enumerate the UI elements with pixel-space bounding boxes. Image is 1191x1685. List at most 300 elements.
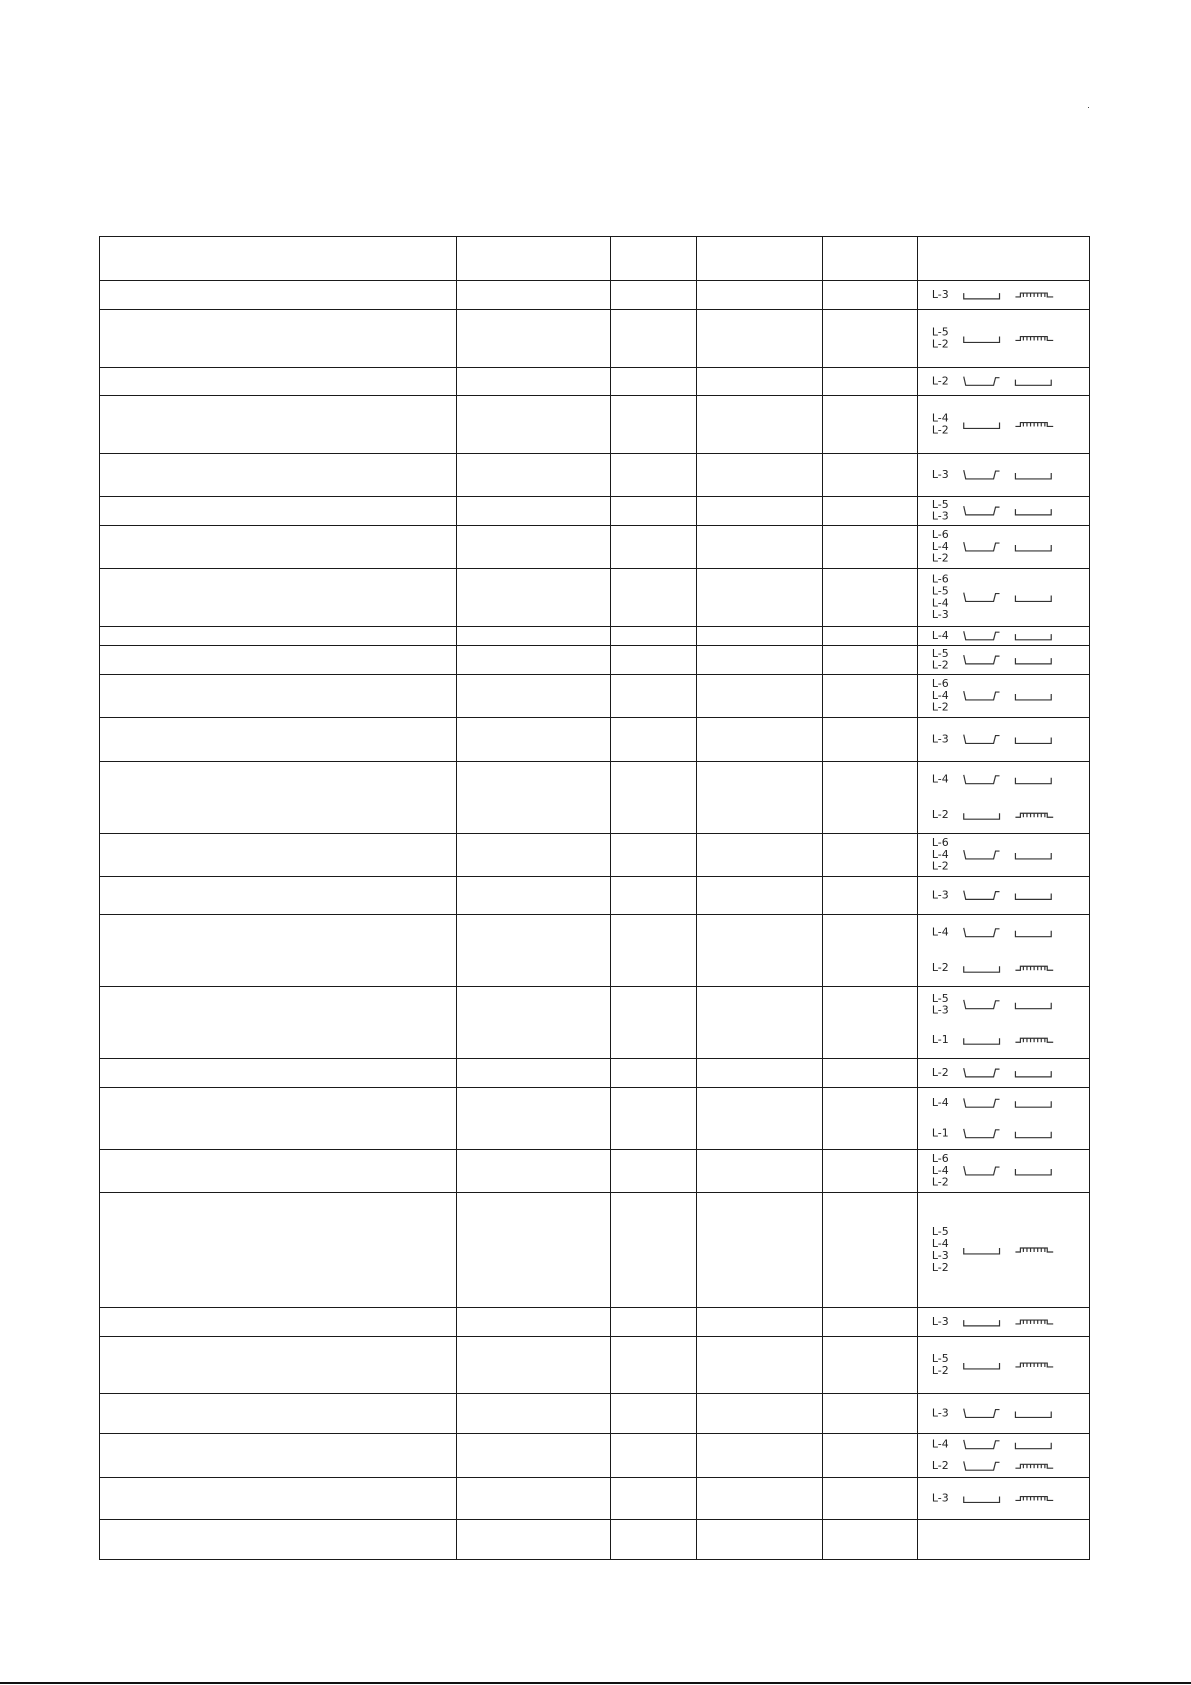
empty-cell [697,987,823,1059]
layer-diagram [918,1088,1089,1149]
table-row [100,310,1090,368]
layer-label: L-3 [931,509,949,523]
layer-label: L-6 [931,1152,949,1166]
layer-label: L-4 [931,411,949,425]
layer-diagram [918,454,1089,496]
empty-cell [697,1520,823,1560]
layer-label: L-1 [931,1033,949,1047]
table-row [100,1088,1090,1150]
layer-diagram [918,1193,1089,1307]
empty-cell [100,1088,457,1150]
table-row [100,1308,1090,1337]
table-row [100,987,1090,1059]
empty-cell [611,675,697,718]
flat-profile-icon [964,1248,1000,1254]
flat-profile-icon [1015,380,1051,386]
layer-diagram-cell [918,1478,1090,1520]
empty-cell [697,1088,823,1150]
layer-label: L-6 [931,572,949,586]
empty-cell [697,718,823,762]
empty-cell [611,454,697,497]
empty-cell [100,526,457,569]
flat-profile-icon [1015,894,1051,900]
layer-diagram-cell [918,454,1090,497]
empty-cell [100,497,457,526]
table-row [100,718,1090,762]
table-row [100,915,1090,987]
layer-label: L-3 [931,888,949,902]
empty-cell [697,526,823,569]
empty-cell [697,877,823,915]
layer-diagram [918,1434,1089,1477]
empty-cell [823,877,918,915]
empty-cell [100,1434,457,1478]
layer-diagram [918,237,1089,280]
layer-label: L-3 [931,1406,949,1420]
layer-diagram-cell [918,1193,1090,1308]
layer-label: L-5 [931,325,949,339]
empty-cell [457,569,611,627]
layer-diagram [918,762,1089,833]
empty-cell [611,237,697,281]
empty-cell [457,497,611,526]
layer-label: L-2 [931,1066,949,1079]
layer-spec-table [99,236,1090,1560]
layer-diagram [918,1059,1089,1087]
flat-profile-icon [964,337,1000,343]
table-row [100,1193,1090,1308]
flat-profile-icon [1015,634,1051,640]
empty-cell [100,1520,457,1560]
layer-label: L-5 [931,647,949,661]
ribbed-profile-icon [1015,423,1053,427]
step-profile-icon [964,775,1000,784]
empty-cell [823,454,918,497]
layer-label: L-2 [931,1260,949,1274]
layer-diagram [918,368,1089,395]
layer-diagram [918,1337,1089,1393]
empty-cell [823,646,918,675]
layer-label: L-6 [931,836,949,850]
layer-diagram [918,987,1089,1058]
empty-cell [100,834,457,877]
empty-cell [823,1434,918,1478]
layer-label: L-2 [931,337,949,351]
layer-label: L-2 [931,1459,949,1473]
layer-diagram-cell [918,627,1090,646]
empty-cell [611,526,697,569]
layer-diagram-cell [918,834,1090,877]
table-row [100,877,1090,915]
layer-diagram-cell [918,1337,1090,1394]
step-profile-icon [964,1098,1000,1107]
empty-cell [100,915,457,987]
layer-diagram [918,497,1089,525]
step-profile-icon [964,1166,1000,1175]
empty-cell [697,915,823,987]
step-profile-icon [964,1129,1000,1138]
layer-diagram [918,569,1089,626]
empty-cell [100,877,457,915]
flat-profile-icon [1015,1132,1051,1138]
ribbed-profile-icon [1015,1497,1053,1501]
empty-cell [457,675,611,718]
layer-label: L-4 [931,772,949,786]
flat-profile-icon [1015,1003,1051,1009]
layer-label: L-4 [931,540,949,553]
empty-cell [457,718,611,762]
empty-cell [697,1478,823,1520]
empty-cell [823,627,918,646]
layer-label: L-4 [931,925,949,939]
table-header-row [100,237,1090,281]
empty-cell [457,396,611,454]
empty-cell [697,646,823,675]
layer-diagram-cell [918,310,1090,368]
flat-profile-icon [1015,1101,1051,1107]
empty-cell [457,281,611,310]
table-row [100,1394,1090,1434]
layer-label: L-5 [931,1352,949,1366]
empty-cell [457,526,611,569]
layer-diagram-cell [918,237,1090,281]
empty-cell [697,834,823,877]
ribbed-profile-icon [1015,1363,1053,1367]
empty-cell [611,1308,697,1337]
empty-cell [100,1059,457,1088]
table-row [100,1150,1090,1193]
layer-label: L-6 [931,528,949,542]
layer-diagram [918,1394,1089,1433]
empty-cell [611,497,697,526]
layer-label: L-3 [931,288,949,301]
table-row [100,1059,1090,1088]
layer-diagram-cell [918,646,1090,675]
layer-diagram [918,1520,1089,1559]
layer-diagram-cell [918,987,1090,1059]
empty-cell [823,1150,918,1193]
table-row [100,396,1090,454]
flat-profile-icon [1015,738,1051,744]
layer-label: L-2 [931,700,949,714]
empty-cell [611,1337,697,1394]
layer-label: L-2 [931,859,949,873]
empty-cell [457,1520,611,1560]
ribbed-profile-icon [1015,1248,1053,1252]
empty-cell [823,1394,918,1434]
layer-label: L-2 [931,551,949,565]
step-profile-icon [964,506,1000,515]
empty-cell [823,1088,918,1150]
layer-diagram [918,1308,1089,1336]
flat-profile-icon [1015,509,1051,515]
flat-profile-icon [964,966,1000,972]
empty-cell [100,627,457,646]
layer-label: L-4 [931,848,949,861]
table-row [100,454,1090,497]
empty-cell [457,762,611,834]
flat-profile-icon [1015,778,1051,784]
layer-diagram-cell [918,1150,1090,1193]
empty-cell [823,762,918,834]
empty-cell [611,915,697,987]
empty-cell [697,237,823,281]
empty-cell [100,1193,457,1308]
empty-cell [697,454,823,497]
empty-cell [100,1150,457,1193]
flat-profile-icon [964,423,1000,429]
layer-diagram-cell [918,281,1090,310]
empty-cell [697,1193,823,1308]
flat-profile-icon [1015,853,1051,859]
layer-label: L-5 [931,1225,949,1239]
table-row [100,497,1090,526]
layer-label: L-4 [931,689,949,702]
empty-cell [697,675,823,718]
empty-cell [457,1308,611,1337]
flat-profile-icon [1015,1443,1051,1449]
ribbed-profile-icon [1015,1464,1053,1468]
layer-diagram [918,646,1089,674]
empty-cell [697,762,823,834]
empty-cell [823,1059,918,1088]
layer-label: L-3 [931,1248,949,1262]
layer-label: L-4 [931,1164,949,1177]
empty-cell [457,834,611,877]
empty-cell [697,1394,823,1434]
layer-label: L-4 [931,1437,949,1451]
empty-cell [100,368,457,396]
layer-diagram [918,396,1089,453]
empty-cell [823,1520,918,1560]
step-profile-icon [964,631,1000,640]
table-row [100,762,1090,834]
empty-cell [100,569,457,627]
step-profile-icon [964,1409,1000,1418]
layer-label: L-6 [931,677,949,691]
layer-diagram [918,877,1089,914]
table-row [100,569,1090,627]
layer-diagram-cell [918,877,1090,915]
empty-cell [457,1337,611,1394]
layer-diagram-cell [918,569,1090,627]
flat-profile-icon [1015,1412,1051,1418]
empty-cell [100,762,457,834]
flat-profile-icon [964,813,1000,819]
layer-label: L-1 [931,1126,949,1140]
empty-cell [823,237,918,281]
layer-diagram-cell [918,1308,1090,1337]
layer-label: L-2 [931,1363,949,1377]
step-profile-icon [964,655,1000,664]
empty-cell [100,237,457,281]
flat-profile-icon [1015,658,1051,664]
step-profile-icon [964,470,1000,479]
empty-cell [697,1308,823,1337]
step-profile-icon [964,691,1000,700]
table-row [100,1434,1090,1478]
layer-label: L-3 [931,468,949,481]
empty-cell [457,368,611,396]
empty-cell [100,1478,457,1520]
empty-cell [611,1520,697,1560]
step-profile-icon [964,891,1000,900]
layer-diagram [918,834,1089,876]
empty-cell [100,987,457,1059]
layer-diagram [918,526,1089,568]
empty-cell [823,1193,918,1308]
layer-label: L-3 [931,608,949,622]
empty-cell [457,237,611,281]
table-row [100,1520,1090,1560]
step-profile-icon [964,850,1000,859]
empty-cell [697,1337,823,1394]
empty-cell [823,675,918,718]
table-row [100,675,1090,718]
layer-label: L-5 [931,991,949,1005]
layer-diagram-cell [918,497,1090,526]
layer-diagram [918,915,1089,986]
layer-diagram [918,310,1089,367]
layer-label: L-3 [931,1491,949,1505]
empty-cell [100,646,457,675]
layer-diagram-cell [918,1059,1090,1088]
empty-cell [697,1434,823,1478]
empty-cell [611,569,697,627]
layer-diagram-cell [918,396,1090,454]
layer-diagram [918,718,1089,761]
empty-cell [100,1308,457,1337]
empty-cell [697,310,823,368]
layer-diagram-cell [918,915,1090,987]
empty-cell [611,396,697,454]
flat-profile-icon [1015,545,1051,551]
layer-label: L-2 [931,961,949,975]
step-profile-icon [964,1000,1000,1009]
empty-cell [611,1394,697,1434]
empty-cell [697,1150,823,1193]
layer-label: L-2 [931,374,949,388]
layer-diagram [918,1478,1089,1519]
table-row [100,1478,1090,1520]
empty-cell [611,368,697,396]
ribbed-profile-icon [1015,293,1053,297]
empty-cell [823,569,918,627]
scan-speck [1088,107,1089,108]
empty-cell [611,1193,697,1308]
empty-cell [823,281,918,310]
empty-cell [611,877,697,915]
empty-cell [100,396,457,454]
empty-cell [611,627,697,646]
empty-cell [823,310,918,368]
empty-cell [100,1337,457,1394]
table-row [100,526,1090,569]
table-row [100,646,1090,675]
step-profile-icon [964,377,1000,386]
empty-cell [457,627,611,646]
empty-cell [823,497,918,526]
empty-cell [457,454,611,497]
empty-cell [823,987,918,1059]
layer-diagram-cell [918,526,1090,569]
empty-cell [611,718,697,762]
table-row [100,1337,1090,1394]
empty-cell [611,1088,697,1150]
layer-diagram-cell [918,718,1090,762]
layer-diagram-cell [918,368,1090,396]
table-row [100,368,1090,396]
empty-cell [100,718,457,762]
flat-profile-icon [1015,1169,1051,1175]
empty-cell [823,1337,918,1394]
layer-label: L-2 [931,423,949,437]
ribbed-profile-icon [1015,966,1053,970]
empty-cell [823,834,918,877]
empty-cell [611,834,697,877]
empty-cell [100,675,457,718]
empty-cell [100,281,457,310]
ribbed-profile-icon [1015,1038,1053,1042]
ribbed-profile-icon [1015,813,1053,817]
flat-profile-icon [1015,694,1051,700]
layer-label: L-4 [931,629,949,642]
layer-label: L-3 [931,732,949,746]
layer-label: L-4 [931,1096,949,1110]
empty-cell [611,281,697,310]
empty-cell [697,396,823,454]
layer-diagram-cell [918,1394,1090,1434]
table-row [100,627,1090,646]
layer-label: L-5 [931,584,949,598]
layer-diagram [918,627,1089,645]
page-bottom-rule [0,1682,1191,1684]
layer-diagram-cell [918,1434,1090,1478]
empty-cell [100,454,457,497]
empty-cell [457,987,611,1059]
table-row [100,834,1090,877]
step-profile-icon [964,542,1000,551]
flat-profile-icon [1015,1071,1051,1077]
empty-cell [457,1088,611,1150]
table-row [100,281,1090,310]
flat-profile-icon [964,1320,1000,1326]
empty-cell [697,368,823,396]
empty-cell [457,1478,611,1520]
flat-profile-icon [964,1497,1000,1503]
step-profile-icon [964,1068,1000,1077]
flat-profile-icon [1015,473,1051,479]
flat-profile-icon [964,1363,1000,1369]
layer-label: L-3 [931,1003,949,1017]
empty-cell [457,1394,611,1434]
layer-label: L-3 [931,1315,949,1328]
empty-cell [457,1059,611,1088]
empty-cell [457,1434,611,1478]
layer-label: L-2 [931,1175,949,1189]
flat-profile-icon [1015,931,1051,937]
empty-cell [457,310,611,368]
layer-diagram-cell [918,762,1090,834]
layer-diagram-cell [918,675,1090,718]
empty-cell [823,368,918,396]
layer-label: L-2 [931,658,949,672]
empty-cell [697,569,823,627]
layer-label: L-2 [931,808,949,822]
layer-label: L-5 [931,498,949,512]
empty-cell [823,718,918,762]
layer-label: L-4 [931,1237,949,1251]
